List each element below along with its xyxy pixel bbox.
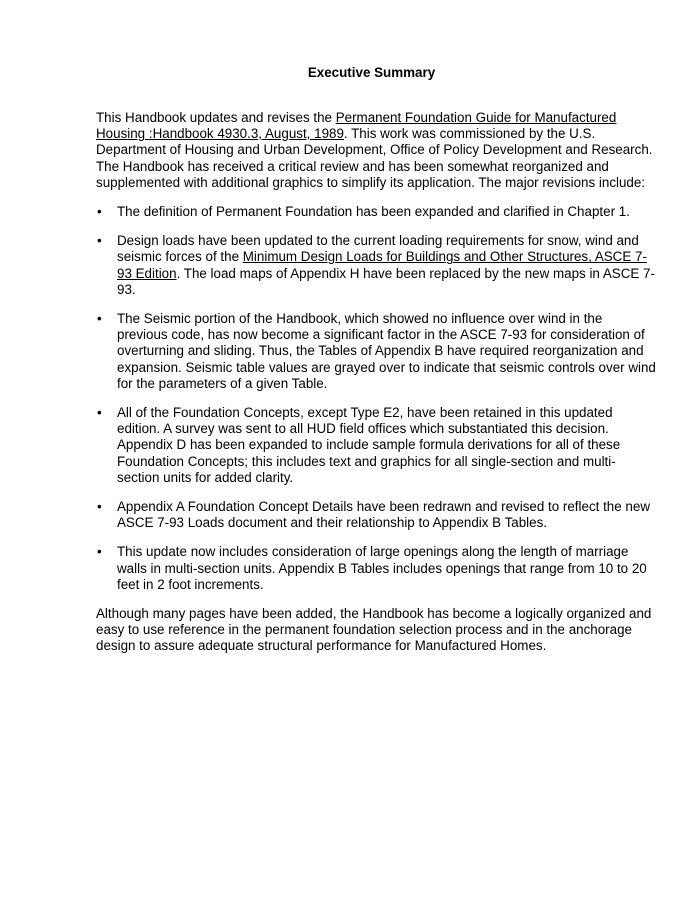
- list-item-text: All of the Foundation Concepts, except Type E2, have been retained in this updated edition. A survey was sent to all HUD field offices which substantiated this decision. Appendix D has been expanded to include sample formula derivations for all of these Foundation Concepts; this includes text and graphics for all single-section and multi-section units for added clarity.: [117, 405, 621, 485]
- revisions-list: [96, 204, 656, 593]
- closing-paragraph: Although many pages have been added, the Handbook has become a logically organized and easy to use reference in the permanent foundation selection process and in the anchorage design to assure adequate structural performance for Manufactured Homes.: [96, 606, 652, 654]
- intro-text-2: . This work was commissioned by the U.S. Department of Housing and Urban Development, Office of Policy Development and Research. The Handbook has received a critical review and has been somewhat reorganized and supplemented with additional graphics to simplify its application. The major revisions include:: [96, 126, 653, 190]
- intro-paragraph: [96, 110, 656, 191]
- bullet-glyph: •: [97, 311, 102, 327]
- bullet-glyph: •: [97, 405, 102, 421]
- list-item-large-openings: [96, 544, 656, 593]
- list-item-appendix-a: [96, 499, 656, 531]
- intro-text-1: This Handbook updates and revises the: [96, 110, 336, 125]
- bullet-glyph: •: [97, 499, 102, 515]
- list-item-text: Appendix A Foundation Concept Details have been redrawn and revised to reflect the new ASCE 7-93 Loads document and their relationship to Appendix B Tables.: [117, 499, 650, 531]
- list-item-seismic: [96, 311, 656, 392]
- list-item-design-loads: [96, 233, 656, 298]
- list-item-chapter-1: [96, 204, 656, 220]
- list-item-text: This update now includes consideration of large openings along the length of marriage walls in multi-section units. Appendix B Tables includes openings that range from 10 to 20 feet in 2 foot increments.: [117, 544, 647, 592]
- list-item-text-2: . The load maps of Appendix H have been replaced by the new maps in ASCE 7-93.: [117, 265, 655, 297]
- list-item-text: The definition of Permanent Foundation has been expanded and clarified in Chapter 1.: [117, 204, 630, 220]
- page-title: Executive Summary: [307, 65, 436, 80]
- intro-handbook-reference: Permanent Foundation Guide for Manufactured Housing :Handbook 4930.3, August, 1989: [96, 110, 617, 142]
- bullet-glyph: •: [97, 233, 102, 249]
- list-item-foundation-concepts: [96, 405, 656, 486]
- bullet-glyph: •: [97, 544, 102, 560]
- list-item-text-1: Design loads have been updated to the current loading requirements for snow, wind and seismic forces of the: [117, 233, 639, 265]
- document-body: [96, 110, 656, 655]
- bullet-glyph: •: [97, 204, 102, 220]
- asce-reference: Minimum Design Loads for Buildings and Other Structures, ASCE 7-93 Edition: [117, 249, 647, 281]
- list-item-text: The Seismic portion of the Handbook, which showed no influence over wind in the previous code, has now become a significant factor in the ASCE 7-93 for consideration of overturning and sliding. Thus, the Tables of Appendix B have required reorganization and expansion. Seismic table values are grayed over to indicate that seismic controls over wind for the parameters of a given Table.: [117, 311, 656, 391]
